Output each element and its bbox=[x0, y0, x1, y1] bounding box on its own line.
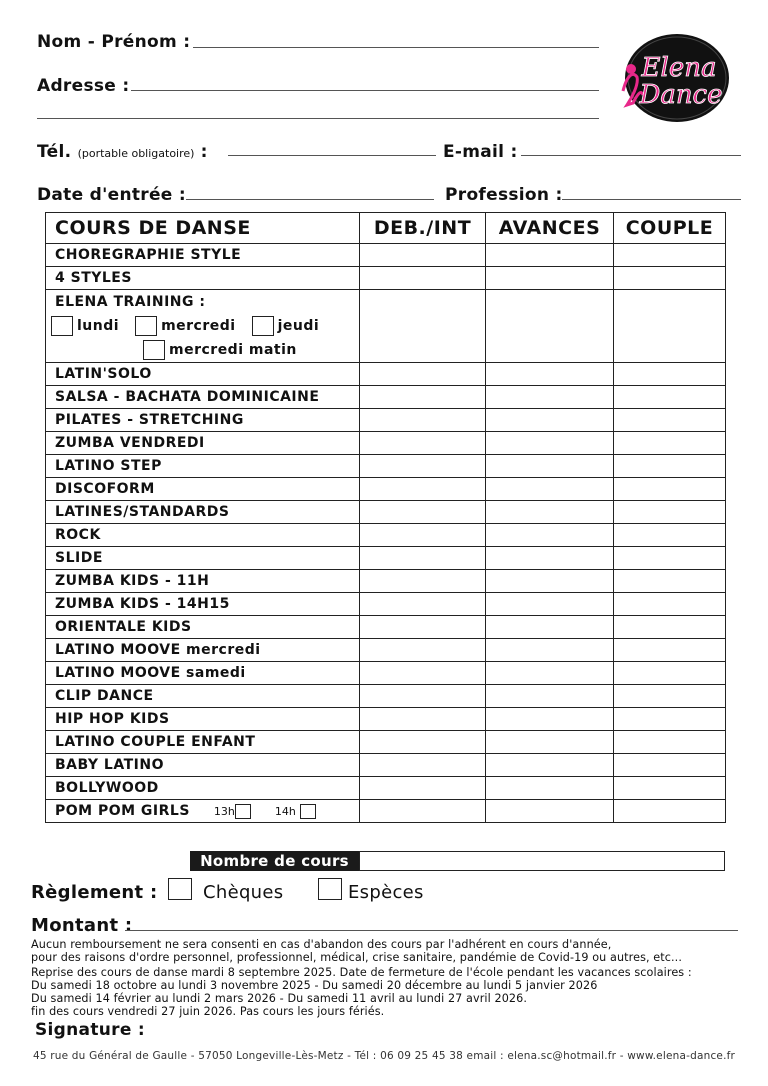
nombre-de-cours-field[interactable] bbox=[359, 851, 725, 871]
cell-deb-int[interactable] bbox=[360, 501, 486, 524]
cell-deb-int[interactable] bbox=[360, 593, 486, 616]
cell-couple[interactable] bbox=[614, 409, 726, 432]
cell-couple[interactable] bbox=[614, 455, 726, 478]
tel-field[interactable] bbox=[228, 155, 436, 156]
note-line-4: Du samedi 18 octobre au lundi 3 novembre 2025 - Du samedi 20 décembre au lundi 5 janvier 2026 bbox=[31, 979, 598, 992]
logo-line2: Dance bbox=[639, 80, 723, 110]
table-row bbox=[46, 524, 726, 547]
date-entree-label: Date d'entrée : bbox=[37, 185, 186, 205]
cell-deb-int[interactable] bbox=[360, 363, 486, 386]
pompom-13h-label: 13h bbox=[213, 805, 235, 818]
checkbox-13h[interactable] bbox=[235, 804, 251, 819]
cell-couple[interactable] bbox=[614, 547, 726, 570]
header-avances: AVANCES bbox=[486, 213, 614, 244]
cell-avances[interactable] bbox=[486, 290, 614, 363]
cell-deb-int[interactable] bbox=[360, 685, 486, 708]
cell-avances[interactable] bbox=[486, 685, 614, 708]
cell-couple[interactable] bbox=[614, 639, 726, 662]
cell-deb-int[interactable] bbox=[360, 455, 486, 478]
tel-colon: : bbox=[200, 142, 208, 162]
header-couple: COUPLE bbox=[614, 213, 726, 244]
cell-deb-int[interactable] bbox=[360, 267, 486, 290]
cell-deb-int[interactable] bbox=[360, 708, 486, 731]
cell-couple[interactable] bbox=[614, 501, 726, 524]
reglement-label: Règlement : bbox=[31, 882, 158, 903]
checkbox-especes[interactable] bbox=[318, 878, 342, 900]
course-name: HIP HOP KIDS bbox=[46, 708, 360, 731]
montant-label: Montant : bbox=[31, 915, 133, 936]
cell-avances[interactable] bbox=[486, 570, 614, 593]
course-name: CLIP DANCE bbox=[46, 685, 360, 708]
table-row bbox=[46, 685, 726, 708]
cell-couple[interactable] bbox=[614, 754, 726, 777]
course-name: LATINO MOOVE samedi bbox=[46, 662, 360, 685]
table-row bbox=[46, 616, 726, 639]
email-field[interactable] bbox=[521, 155, 741, 156]
course-name: LATINO COUPLE ENFANT bbox=[46, 731, 360, 754]
course-name: ORIENTALE KIDS bbox=[46, 616, 360, 639]
elena-dance-logo bbox=[617, 33, 731, 123]
cell-couple[interactable] bbox=[614, 432, 726, 455]
training-days-row bbox=[51, 314, 359, 338]
cell-deb-int[interactable] bbox=[360, 639, 486, 662]
cell-avances[interactable] bbox=[486, 593, 614, 616]
course-name: SLIDE bbox=[46, 547, 360, 570]
table-row bbox=[46, 267, 726, 290]
footer-contact: 45 rue du Général de Gaulle - 57050 Longeville-Lès-Metz - Tél : 06 09 25 45 38 email : elena.sc@hotmail.fr - www.elena-dance.fr bbox=[32, 1050, 736, 1062]
cell-avances[interactable] bbox=[486, 455, 614, 478]
cheques-label: Chèques bbox=[203, 882, 284, 903]
course-name: LATINES/STANDARDS bbox=[46, 501, 360, 524]
cell-couple[interactable] bbox=[614, 570, 726, 593]
cell-avances[interactable] bbox=[486, 501, 614, 524]
cell-avances[interactable] bbox=[486, 363, 614, 386]
note-line-5: Du samedi 14 février au lundi 2 mars 2026 - Du samedi 11 avril au lundi 27 avril 2026. bbox=[31, 992, 528, 1005]
adresse-label: Adresse : bbox=[37, 76, 130, 96]
profession-label: Profession : bbox=[445, 185, 563, 205]
date-entree-field[interactable] bbox=[186, 199, 434, 200]
signature-label: Signature : bbox=[35, 1020, 145, 1040]
table-row bbox=[46, 777, 726, 800]
tel-note: (portable obligatoire) bbox=[77, 147, 195, 160]
cell-avances[interactable] bbox=[486, 432, 614, 455]
table-row bbox=[46, 662, 726, 685]
cell-deb-int[interactable] bbox=[360, 524, 486, 547]
table-row bbox=[46, 501, 726, 524]
course-name: ROCK bbox=[46, 524, 360, 547]
header-deb-int: DEB./INT bbox=[360, 213, 486, 244]
cell-avances[interactable] bbox=[486, 524, 614, 547]
cell-deb-int[interactable] bbox=[360, 409, 486, 432]
cell-avances[interactable] bbox=[486, 478, 614, 501]
table-row bbox=[46, 547, 726, 570]
training-title: ELENA TRAINING : bbox=[55, 294, 206, 310]
checkbox-14h[interactable] bbox=[300, 804, 316, 819]
cell-couple[interactable] bbox=[614, 593, 726, 616]
checkbox-mercredi[interactable] bbox=[135, 316, 157, 336]
email-label: E-mail : bbox=[443, 142, 518, 162]
cell-avances[interactable] bbox=[486, 386, 614, 409]
cell-avances[interactable] bbox=[486, 547, 614, 570]
cell-couple[interactable] bbox=[614, 524, 726, 547]
nom-prenom-label: Nom - Prénom : bbox=[37, 32, 191, 52]
pompom-label: POM POM GIRLS bbox=[55, 803, 190, 819]
cell-avances[interactable] bbox=[486, 616, 614, 639]
course-name: LATINO MOOVE mercredi bbox=[46, 639, 360, 662]
table-row-training bbox=[46, 290, 726, 363]
cell-couple[interactable] bbox=[614, 244, 726, 267]
course-name: ZUMBA KIDS - 11H bbox=[46, 570, 360, 593]
pompom-14h-label: 14h bbox=[274, 805, 296, 818]
nom-prenom-field[interactable] bbox=[193, 47, 599, 48]
cell-deb-int[interactable] bbox=[360, 478, 486, 501]
course-name: ZUMBA VENDREDI bbox=[46, 432, 360, 455]
cell-avances[interactable] bbox=[486, 708, 614, 731]
checkbox-mercredi-matin[interactable] bbox=[143, 340, 165, 360]
cell-avances[interactable] bbox=[486, 639, 614, 662]
table-row bbox=[46, 409, 726, 432]
profession-field[interactable] bbox=[562, 199, 741, 200]
table-row bbox=[46, 455, 726, 478]
cell-deb-int[interactable] bbox=[360, 800, 486, 823]
table-row bbox=[46, 478, 726, 501]
checkbox-lundi[interactable] bbox=[51, 316, 73, 336]
logo-line1: Elena bbox=[641, 53, 717, 83]
cell-deb-int[interactable] bbox=[360, 777, 486, 800]
day-jeudi: jeudi bbox=[277, 318, 320, 334]
especes-label: Espèces bbox=[348, 882, 424, 903]
cell-avances[interactable] bbox=[486, 267, 614, 290]
table-row bbox=[46, 731, 726, 754]
cell-couple[interactable] bbox=[614, 662, 726, 685]
table-row-pompom bbox=[46, 800, 726, 823]
course-name: DISCOFORM bbox=[46, 478, 360, 501]
course-name: 4 STYLES bbox=[46, 267, 360, 290]
table-row bbox=[46, 386, 726, 409]
table-row bbox=[46, 593, 726, 616]
tel-label-text: Tél. bbox=[37, 142, 72, 162]
table-row bbox=[46, 244, 726, 267]
course-name: BOLLYWOOD bbox=[46, 777, 360, 800]
cell-deb-int[interactable] bbox=[360, 547, 486, 570]
table-row bbox=[46, 708, 726, 731]
cell-couple[interactable] bbox=[614, 685, 726, 708]
cell-deb-int[interactable] bbox=[360, 432, 486, 455]
cell-avances[interactable] bbox=[486, 754, 614, 777]
course-name: ZUMBA KIDS - 14H15 bbox=[46, 593, 360, 616]
table-row bbox=[46, 363, 726, 386]
cell-couple[interactable] bbox=[614, 290, 726, 363]
cell-deb-int[interactable] bbox=[360, 662, 486, 685]
cell-avances[interactable] bbox=[486, 777, 614, 800]
courses-table bbox=[45, 212, 726, 823]
adresse-field-line2[interactable] bbox=[37, 118, 599, 119]
day-lundi: lundi bbox=[77, 318, 120, 334]
checkbox-cheques[interactable] bbox=[168, 878, 192, 900]
course-name: PILATES - STRETCHING bbox=[46, 409, 360, 432]
table-row bbox=[46, 639, 726, 662]
cell-deb-int[interactable] bbox=[360, 616, 486, 639]
day-mercredi-matin: mercredi matin bbox=[169, 342, 297, 358]
course-name: SALSA - BACHATA DOMINICAINE bbox=[46, 386, 360, 409]
cell-couple[interactable] bbox=[614, 363, 726, 386]
checkbox-jeudi[interactable] bbox=[252, 316, 274, 336]
cell-couple[interactable] bbox=[614, 267, 726, 290]
cell-couple[interactable] bbox=[614, 731, 726, 754]
cell-deb-int[interactable] bbox=[360, 244, 486, 267]
cell-couple[interactable] bbox=[614, 800, 726, 823]
note-line-1: Aucun remboursement ne sera consenti en cas d'abandon des cours par l'adhérent en cours d'année, bbox=[31, 938, 612, 951]
table-row bbox=[46, 754, 726, 777]
cell-deb-int[interactable] bbox=[360, 386, 486, 409]
adresse-field[interactable] bbox=[131, 90, 599, 91]
cell-avances[interactable] bbox=[486, 409, 614, 432]
cell-couple[interactable] bbox=[614, 708, 726, 731]
training-days-row2 bbox=[143, 338, 359, 362]
course-name: BABY LATINO bbox=[46, 754, 360, 777]
course-name: CHOREGRAPHIE STYLE bbox=[46, 244, 360, 267]
cell-deb-int[interactable] bbox=[360, 731, 486, 754]
cell-couple[interactable] bbox=[614, 777, 726, 800]
note-line-3: Reprise des cours de danse mardi 8 septembre 2025. Date de fermeture de l'école pendant les vacances scolaires : bbox=[31, 966, 692, 979]
note-line-6: fin des cours vendredi 27 juin 2026. Pas cours les jours fériés. bbox=[31, 1005, 385, 1018]
cell-deb-int[interactable] bbox=[360, 290, 486, 363]
cell-couple[interactable] bbox=[614, 478, 726, 501]
course-name: LATIN'SOLO bbox=[46, 363, 360, 386]
cell-couple[interactable] bbox=[614, 616, 726, 639]
course-name: LATINO STEP bbox=[46, 455, 360, 478]
course-training bbox=[46, 290, 360, 363]
cell-avances[interactable] bbox=[486, 731, 614, 754]
table-row bbox=[46, 570, 726, 593]
cell-couple[interactable] bbox=[614, 386, 726, 409]
table-header-row bbox=[46, 213, 726, 244]
header-cours: COURS DE DANSE bbox=[46, 213, 360, 244]
course-pompom bbox=[46, 800, 360, 823]
nombre-de-cours-label: Nombre de cours bbox=[190, 851, 359, 871]
cell-deb-int[interactable] bbox=[360, 754, 486, 777]
tel-label bbox=[37, 142, 208, 162]
montant-field[interactable] bbox=[125, 930, 738, 931]
cell-deb-int[interactable] bbox=[360, 570, 486, 593]
cell-avances[interactable] bbox=[486, 244, 614, 267]
cell-avances[interactable] bbox=[486, 662, 614, 685]
note-line-2: pour des raisons d'ordre personnel, professionnel, médical, crise sanitaire, pandémie de Covid-19 ou autres, etc... bbox=[31, 951, 682, 964]
table-row bbox=[46, 432, 726, 455]
day-mercredi: mercredi bbox=[161, 318, 236, 334]
cell-avances[interactable] bbox=[486, 800, 614, 823]
